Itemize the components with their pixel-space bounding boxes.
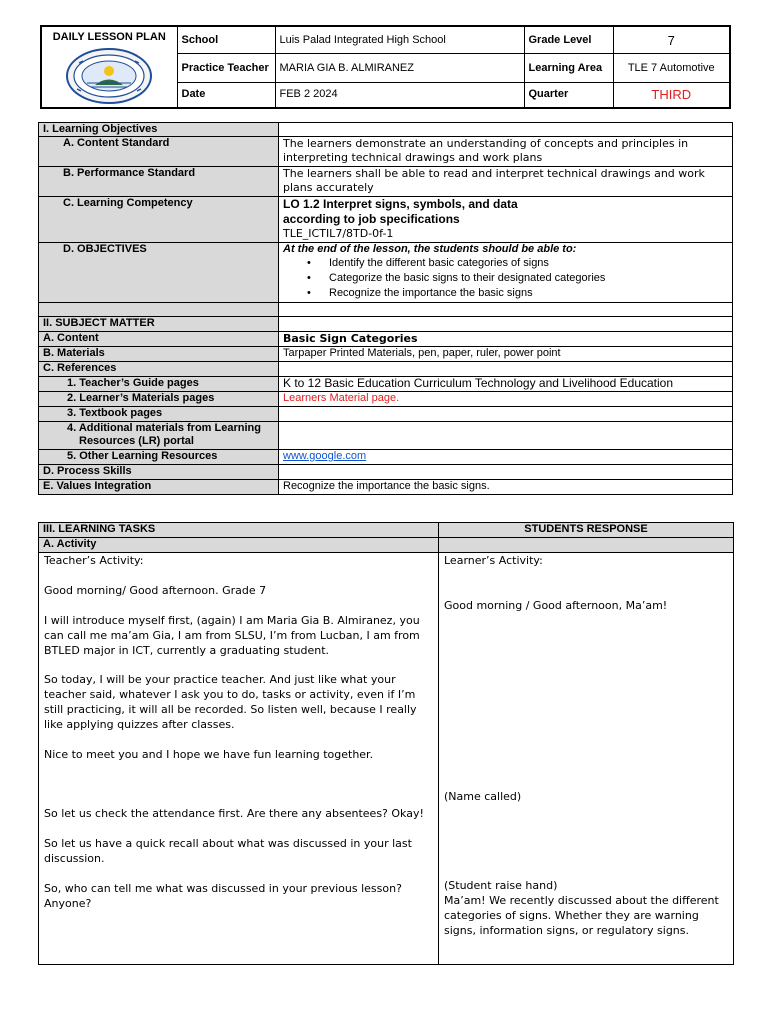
learning-competency-label: C. Learning Competency xyxy=(39,197,279,243)
objectives-subject-table xyxy=(38,122,733,495)
header-logo-cell xyxy=(41,26,177,108)
other-resources-label: 5. Other Learning Resources xyxy=(39,450,279,465)
learner-activity-cell xyxy=(439,553,734,965)
performance-standard-value: The learners shall be able to read and interpret technical drawings and work plans accurately xyxy=(279,167,733,197)
learning-area-value: TLE 7 Automotive xyxy=(613,54,730,83)
school-value: Luis Palad Integrated High School xyxy=(275,26,524,54)
materials-label: B. Materials xyxy=(39,347,279,362)
textbook-pages-label: 3. Textbook pages xyxy=(39,407,279,422)
quarter-value: THIRD xyxy=(613,82,730,108)
teacher-recall: So let us have a quick recall about what was discussed in your last discussion. xyxy=(44,837,412,865)
practice-teacher-value: MARIA GIA B. ALMIRANEZ xyxy=(275,54,524,83)
spacer-label xyxy=(39,303,279,317)
students-response-heading: STUDENTS RESPONSE xyxy=(439,523,734,538)
values-integration-label: E. Values Integration xyxy=(39,480,279,495)
learner-name-called: (Name called) xyxy=(444,790,522,803)
additional-materials-line-2: Resources (LR) portal xyxy=(79,435,194,447)
learning-tasks-table xyxy=(38,522,734,965)
process-skills-label: D. Process Skills xyxy=(39,465,279,480)
learning-tasks-heading: III. LEARNING TASKS xyxy=(39,523,439,538)
learner-greeting: Good morning / Good afternoon, Ma’am! xyxy=(444,599,668,612)
teacher-question: So, who can tell me what was discussed in your previous lesson? Anyone? xyxy=(44,882,402,910)
content-standard-label: A. Content Standard xyxy=(39,137,279,167)
teacher-practice: So today, I will be your practice teacher. And just like what your teacher said, whatever I ask you to do, tasks or activity, even if I’m still practicing, it will all be recorded. So listen well, because I really like applying quizzes after classes. xyxy=(44,673,417,731)
activity-heading-blank xyxy=(439,538,734,553)
school-label: School xyxy=(177,26,275,54)
objectives-intro: At the end of the lesson, the students should be able to: xyxy=(283,243,577,255)
spacer-value xyxy=(279,303,733,317)
additional-materials-label xyxy=(39,422,279,450)
date-value: FEB 2 2024 xyxy=(275,82,524,108)
google-link[interactable]: www.google.com xyxy=(283,450,367,462)
references-blank xyxy=(279,362,733,377)
learning-objectives-blank xyxy=(279,123,733,137)
objective-item: • Categorize the basic signs to their designated categories xyxy=(307,271,728,286)
competency-line-1: LO 1.2 Interpret signs, symbols, and data xyxy=(283,197,518,211)
learning-objectives-heading: I. Learning Objectives xyxy=(39,123,279,137)
learner-answer: Ma’am! We recently discussed about the different categories of signs. Whether they are warning signs, information signs, or regulatory signs. xyxy=(444,894,719,937)
teacher-activity-label: Teacher’s Activity: xyxy=(44,554,144,567)
school-seal-icon xyxy=(65,47,153,105)
objective-item: • Identify the different basic categories of signs xyxy=(307,256,728,271)
values-integration-value: Recognize the importance the basic signs. xyxy=(279,480,733,495)
learners-materials-label: 2. Learner’s Materials pages xyxy=(39,392,279,407)
objective-item: • Recognize the importance the basic signs xyxy=(307,286,728,301)
subject-matter-blank xyxy=(279,317,733,332)
additional-materials-value xyxy=(279,422,733,450)
references-label: C. References xyxy=(39,362,279,377)
objectives-list xyxy=(283,256,728,301)
learning-area-label: Learning Area xyxy=(524,54,613,83)
textbook-pages-value xyxy=(279,407,733,422)
date-label: Date xyxy=(177,82,275,108)
process-skills-value xyxy=(279,465,733,480)
lesson-plan-title: DAILY LESSON PLAN xyxy=(52,31,166,43)
teacher-activity-cell xyxy=(39,553,439,965)
teacher-nice: Nice to meet you and I hope we have fun learning together. xyxy=(44,748,374,761)
subject-matter-heading: II. SUBJECT MATTER xyxy=(39,317,279,332)
teachers-guide-value: K to 12 Basic Education Curriculum Technology and Livelihood Education xyxy=(279,377,733,392)
teachers-guide-label: 1. Teacher’s Guide pages xyxy=(39,377,279,392)
activity-heading: A. Activity xyxy=(39,538,439,553)
objectives-label: D. OBJECTIVES xyxy=(39,243,279,303)
grade-level-label: Grade Level xyxy=(524,26,613,54)
learner-raise-hand: (Student raise hand) xyxy=(444,879,558,892)
materials-value: Tarpaper Printed Materials, pen, paper, ruler, power point xyxy=(279,347,733,362)
competency-code: TLE_ICTIL7/8TD-0f-1 xyxy=(283,227,394,240)
learning-competency-cell xyxy=(279,197,733,243)
content-standard-value: The learners demonstrate an understanding of concepts and principles in interpreting technical drawings and work plans xyxy=(279,137,733,167)
content-value: Basic Sign Categories xyxy=(279,332,733,347)
lesson-plan-header xyxy=(40,25,731,109)
learners-materials-value: Learners Material page. xyxy=(279,392,733,407)
competency-line-2: according to job specifications xyxy=(283,212,460,226)
teacher-intro: I will introduce myself first, (again) I am Maria Gia B. Almiranez, you can call me ma’am Gia, I am from SLSU, I’m from Lucban, I am from BTLED major in ICT, currently a graduating student. xyxy=(44,614,420,657)
objectives-cell xyxy=(279,243,733,303)
additional-materials-line-1: 4. Additional materials from Learning xyxy=(67,422,261,434)
content-label: A. Content xyxy=(39,332,279,347)
learner-activity-label: Learner’s Activity: xyxy=(444,554,543,567)
teacher-attendance: So let us check the attendance first. Are there any absentees? Okay! xyxy=(44,807,424,820)
teacher-greeting: Good morning/ Good afternoon. Grade 7 xyxy=(44,584,267,597)
performance-standard-label: B. Performance Standard xyxy=(39,167,279,197)
grade-level-value: 7 xyxy=(613,26,730,54)
quarter-label: Quarter xyxy=(524,82,613,108)
other-resources-cell xyxy=(279,450,733,465)
practice-teacher-label: Practice Teacher xyxy=(177,54,275,83)
